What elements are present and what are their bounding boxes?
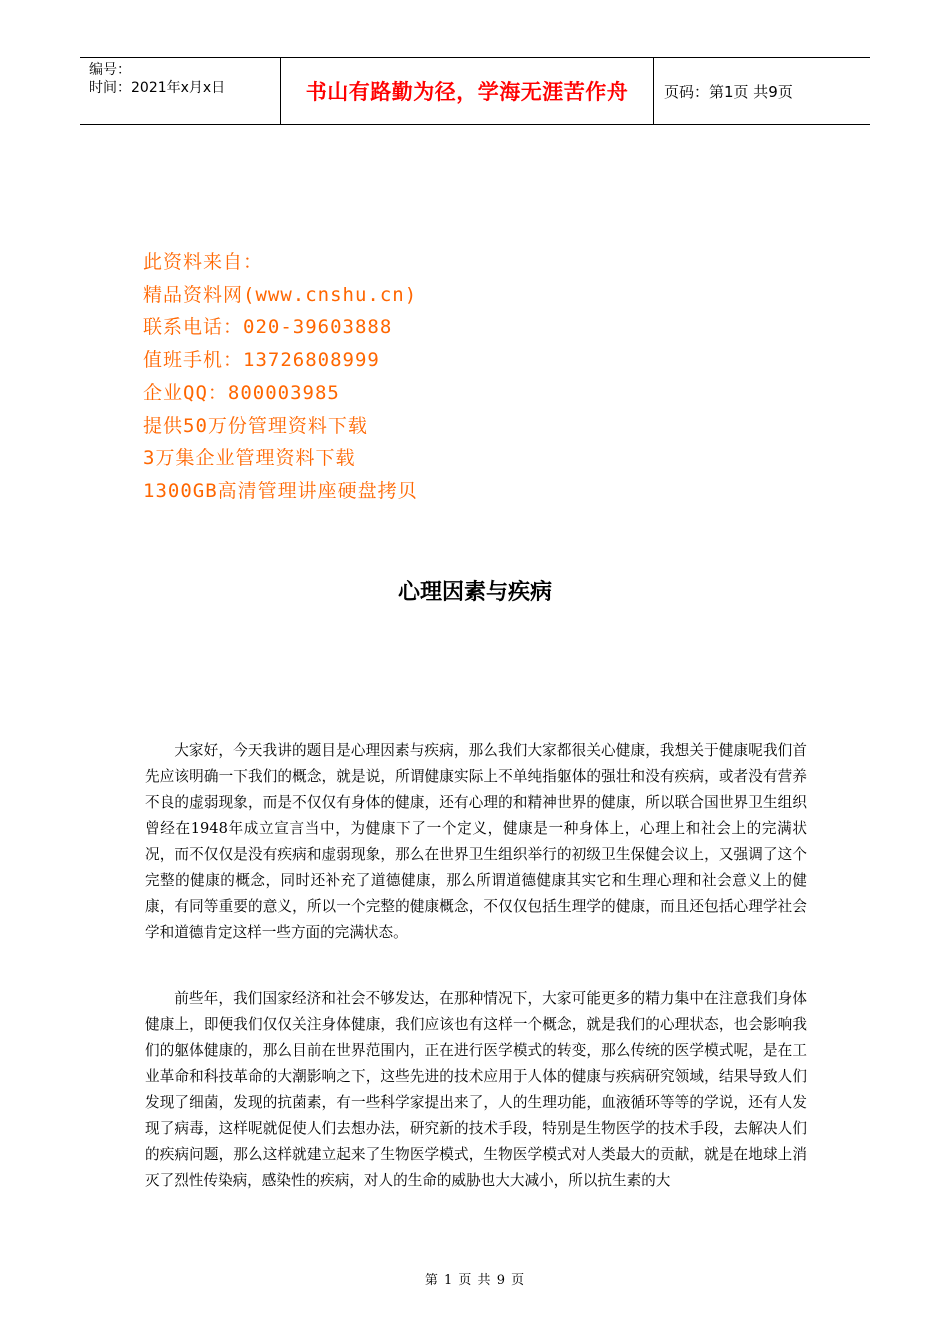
promo-block xyxy=(143,246,418,508)
promo-line: 精品资料网(www.cnshu.cn) xyxy=(143,283,418,306)
promo-line: 此资料来自： xyxy=(143,251,264,273)
page-footer: 第 1 页 共 9 页 xyxy=(424,1273,526,1288)
header-page-info: 页码：第1页 共9页 xyxy=(664,82,793,101)
document-title: 心理因素与疾病 xyxy=(397,580,552,605)
promo-line: 3万集企业管理资料下载 xyxy=(143,447,356,470)
time-label: 时间：2021年x月x日 xyxy=(89,80,226,96)
promo-line: 1300GB高清管理讲座硬盘拷贝 xyxy=(143,479,418,502)
body-paragraph: 前些年，我们国家经济和社会不够发达，在那种情况下，大家可能更多的精力集中在注意我们身体健康上，即便我们仅仅关注身体健康，我们应该也有这样一个概念，就是我们的心理状态，也会影响我们的躯体健康的，那么目前在世界范围内，正在进行医学模式的转变，那么传统的医学模式呢，是在工业革命和科技革命的大潮影响之下，这些先进的技术应用于人体的健康与疾病研究领域，结果导致人们发现了细菌，发现的抗菌素，有一些科学家提出来了，人的生理功能，血液循环等等的学说，还有人发现了病毒，这样呢就促使人们去想办法，研究新的技术手段，特别是生物医学的技术手段，去解决人们的疾病问题，那么这样就建立起来了生物医学模式，生物医学模式对人类最大的贡献，就是在地球上消灭了烈性传染病，感染性的疾病，对人的生命的威胁也大大减小，所以抗生素的大 xyxy=(145,990,807,1189)
header-motto: 书山有路勤为径，学海无涯苦作舟 xyxy=(281,58,654,124)
header-table xyxy=(80,57,870,125)
body-paragraph: 大家好，今天我讲的题目是心理因素与疾病，那么我们大家都很关心健康，我想关于健康呢我们首先应该明确一下我们的概念，就是说，所谓健康实际上不单纯指躯体的强壮和没有疾病，或者没有营养不良的虚弱现象，而是不仅仅有身体的健康，还有心理的和精神世界的健康，所以联合国世界卫生组织曾经在1948年成立宣言当中，为健康下了一个定义，健康是一种身体上，心理上和社会上的完满状况，而不仅仅是没有疾病和虚弱现象，那么在世界卫生组织举行的初级卫生保健会议上，又强调了这个完整的健康的概念，同时还补充了道德健康，那么所谓道德健康其实它和生理心理和社会意义上的健康，有同等重要的意义，所以一个完整的健康概念，不仅仅包括生理学的健康，而且还包括心理学社会学和道德肯定这样一些方面的完满状态。 xyxy=(145,742,807,941)
promo-line: 值班手机：13726808999 xyxy=(143,349,380,372)
promo-line: 提供50万份管理资料下载 xyxy=(143,414,368,437)
header-meta xyxy=(80,58,281,124)
number-label: 编号： xyxy=(89,62,131,78)
promo-line: 联系电话：020-39603888 xyxy=(143,316,393,339)
promo-line: 企业QQ：800003985 xyxy=(143,381,340,404)
